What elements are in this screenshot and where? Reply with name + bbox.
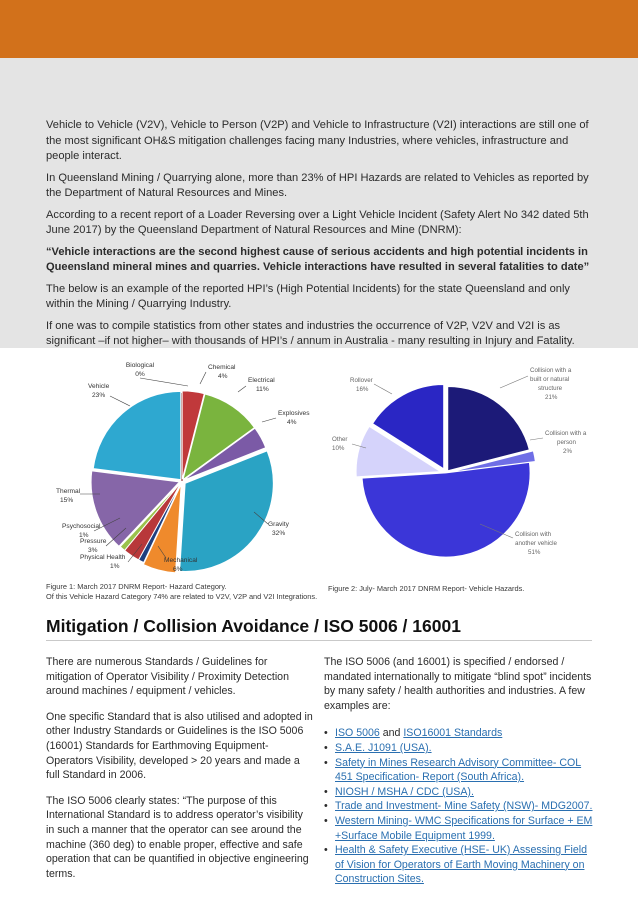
list-item bbox=[324, 814, 596, 843]
value-chemical: 4% bbox=[218, 373, 228, 380]
link-wmc-specs[interactable]: Western Mining- WMC Specifications for Surface + EM +Surface Mobile Equipment 1999. bbox=[335, 814, 593, 842]
label-psychosocial: Psychosocial bbox=[62, 523, 101, 530]
intro-text bbox=[46, 118, 598, 356]
bullet-icon: • bbox=[324, 785, 328, 798]
label-rollover: Rollover bbox=[350, 377, 373, 384]
label-vehicle: Vehicle bbox=[88, 383, 110, 390]
value-mechanical: 6% bbox=[173, 566, 183, 573]
value-explosives: 4% bbox=[287, 419, 297, 426]
value-biological: 0% bbox=[135, 371, 145, 378]
bullet-icon: • bbox=[324, 844, 328, 857]
link-iso-16001[interactable]: ISO16001 Standards bbox=[403, 727, 503, 740]
intro-paragraph: Vehicle to Vehicle (V2V), Vehicle to Person (V2P) and Vehicle to Infrastructure (V2I) interactions are still one of the most significant OH&S mitigation challenges facing many Industries, where vehicles, infrastructure and people interact. bbox=[46, 119, 589, 162]
value-psychosocial: 1% bbox=[79, 532, 89, 539]
figure-1-caption bbox=[46, 582, 317, 602]
label-electrical: Electrical bbox=[248, 377, 275, 384]
intro-paragraph: If one was to compile statistics from other states and industries the occurrence of V2P, V2V and V2I is as significant –if not higher– with thousands of HPI’s / annum in Australia - many resulting in Injury and Fatality. bbox=[46, 319, 575, 347]
vehicle-hazards-pie bbox=[356, 385, 535, 557]
label-mechanical: Mechanical bbox=[164, 557, 198, 564]
label-person-2: person bbox=[557, 439, 576, 446]
value-pressure: 3% bbox=[88, 547, 98, 554]
list-item bbox=[324, 756, 596, 785]
value-vehicle: 23% bbox=[92, 392, 106, 399]
link-hse-uk[interactable]: Health & Safety Executive (HSE- UK) Assessing Field of Vision for Operators of Earth Moving Machinery on Construction Sites. bbox=[335, 844, 587, 886]
figure-1-caption-line: Figure 1: March 2017 DNRM Report- Hazard Category. bbox=[46, 582, 227, 591]
list-item bbox=[324, 843, 596, 887]
value-physical-health: 1% bbox=[110, 563, 120, 570]
value-structure: 21% bbox=[545, 394, 558, 401]
pie-slice-vehicle bbox=[93, 391, 180, 479]
figure-2-caption: Figure 2: July- March 2017 DNRM Report- Vehicle Hazards. bbox=[328, 584, 525, 593]
label-physical-health: Physical Health bbox=[80, 554, 126, 561]
link-niosh[interactable]: NIOSH / MSHA / CDC (USA). bbox=[335, 785, 474, 798]
label-explosives: Explosives bbox=[278, 410, 310, 417]
label-person-1: Collision with a bbox=[545, 430, 587, 437]
label-gravity: Gravity bbox=[268, 521, 289, 528]
link-mdg2007[interactable]: Trade and Investment- Mine Safety (NSW)- MDG2007. bbox=[335, 800, 593, 813]
label-another-2: another vehicle bbox=[515, 540, 557, 547]
value-gravity: 32% bbox=[272, 530, 286, 537]
value-other: 10% bbox=[332, 445, 345, 452]
charts-area bbox=[0, 348, 638, 608]
bullet-icon: • bbox=[324, 800, 328, 813]
list-item bbox=[324, 785, 596, 800]
bullet-icon: • bbox=[324, 727, 328, 740]
label-pressure: Pressure bbox=[80, 538, 107, 545]
list-item bbox=[324, 726, 596, 741]
bullet-icon: • bbox=[324, 756, 328, 769]
label-chemical: Chemical bbox=[208, 364, 236, 371]
bullet-icon: • bbox=[324, 741, 328, 754]
list-text: and bbox=[379, 727, 404, 740]
left-column bbox=[46, 655, 314, 892]
label-structure-2: built or natural bbox=[530, 376, 570, 383]
link-simrac-col451[interactable]: Safety in Mines Research Advisory Committee- COL 451 Specification- Report (South Africa). bbox=[335, 756, 582, 784]
value-electrical: 11% bbox=[256, 386, 269, 393]
intro-paragraph: In Queensland Mining / Quarrying alone, more than 23% of HPI Hazards are related to Vehicles as reported by the Department of Natural Resources and Mines. bbox=[46, 171, 589, 199]
section-heading: Mitigation / Collision Avoidance / ISO 5006 / 16001 bbox=[46, 616, 461, 636]
right-paragraph: The ISO 5006 (and 16001) is specified / endorsed / mandated internationally to mitigate “blind spot” incidents by many safety / health authorities and industries. A few examples are: bbox=[324, 656, 592, 712]
label-structure-3: structure bbox=[538, 385, 563, 392]
value-person: 2% bbox=[563, 448, 572, 455]
label-structure-1: Collision with a bbox=[530, 367, 572, 374]
link-sae-j1091[interactable]: S.A.E. J1091 (USA). bbox=[335, 741, 432, 754]
standards-list bbox=[324, 726, 596, 887]
left-paragraph: One specific Standard that is also utilised and adopted in other Industry Standards or Guidelines is the ISO 5006 (16001) Standards for Earthmoving Equipment- Operators Visibility, developed > 20 years and made a full Standard in 2006. bbox=[46, 710, 313, 782]
intro-quote: “Vehicle interactions are the second highest cause of serious accidents and high potential incidents in Queensland mineral mines and quarries. Vehicle interactions have resulted in several fatalities to date” bbox=[46, 245, 590, 273]
value-rollover: 16% bbox=[356, 386, 369, 393]
header-bar bbox=[0, 0, 638, 58]
left-paragraph: The ISO 5006 clearly states: “The purpose of this International Standard is to address operator’s visibility in such a manner that the operator can see around the machine (360 deg) to enable proper, effective and safe operation that can be quantified in objective engineering terms. bbox=[46, 794, 309, 880]
intro-paragraph: According to a recent report of a Loader Reversing over a Light Vehicle Incident (Safety Alert No 342 dated 5th June 2017) by the Queensland Department of Natural Resources and Mine (DNRM): bbox=[46, 208, 589, 236]
intro-paragraph: The below is an example of the reported HPI’s (High Potential Incidents) for the state Queensland and only within the Mining / Quarrying Industry. bbox=[46, 282, 570, 310]
hazard-category-pie bbox=[91, 391, 273, 573]
figure-1-caption-line: Of this Vehicle Hazard Category 74% are related to V2V, V2P and V2I Integrations. bbox=[46, 592, 318, 601]
link-iso-5006[interactable]: ISO 5006 bbox=[335, 727, 380, 740]
label-another-1: Collision with bbox=[515, 531, 552, 538]
bullet-icon: • bbox=[324, 814, 328, 827]
right-column bbox=[324, 655, 596, 887]
label-thermal: Thermal bbox=[56, 488, 81, 495]
list-item bbox=[324, 799, 596, 814]
value-another: 51% bbox=[528, 549, 541, 556]
heading-divider bbox=[46, 640, 592, 641]
label-other: Other bbox=[332, 436, 348, 443]
label-biological: Biological bbox=[125, 362, 155, 369]
left-paragraph: There are numerous Standards / Guidelines for mitigation of Operator Visibility / Proximity Detection around machines / equipment / vehicles. bbox=[46, 656, 289, 698]
pie-slice-collision-with-another-vehicle bbox=[362, 462, 530, 557]
list-item bbox=[324, 741, 596, 756]
value-thermal: 15% bbox=[60, 497, 74, 504]
